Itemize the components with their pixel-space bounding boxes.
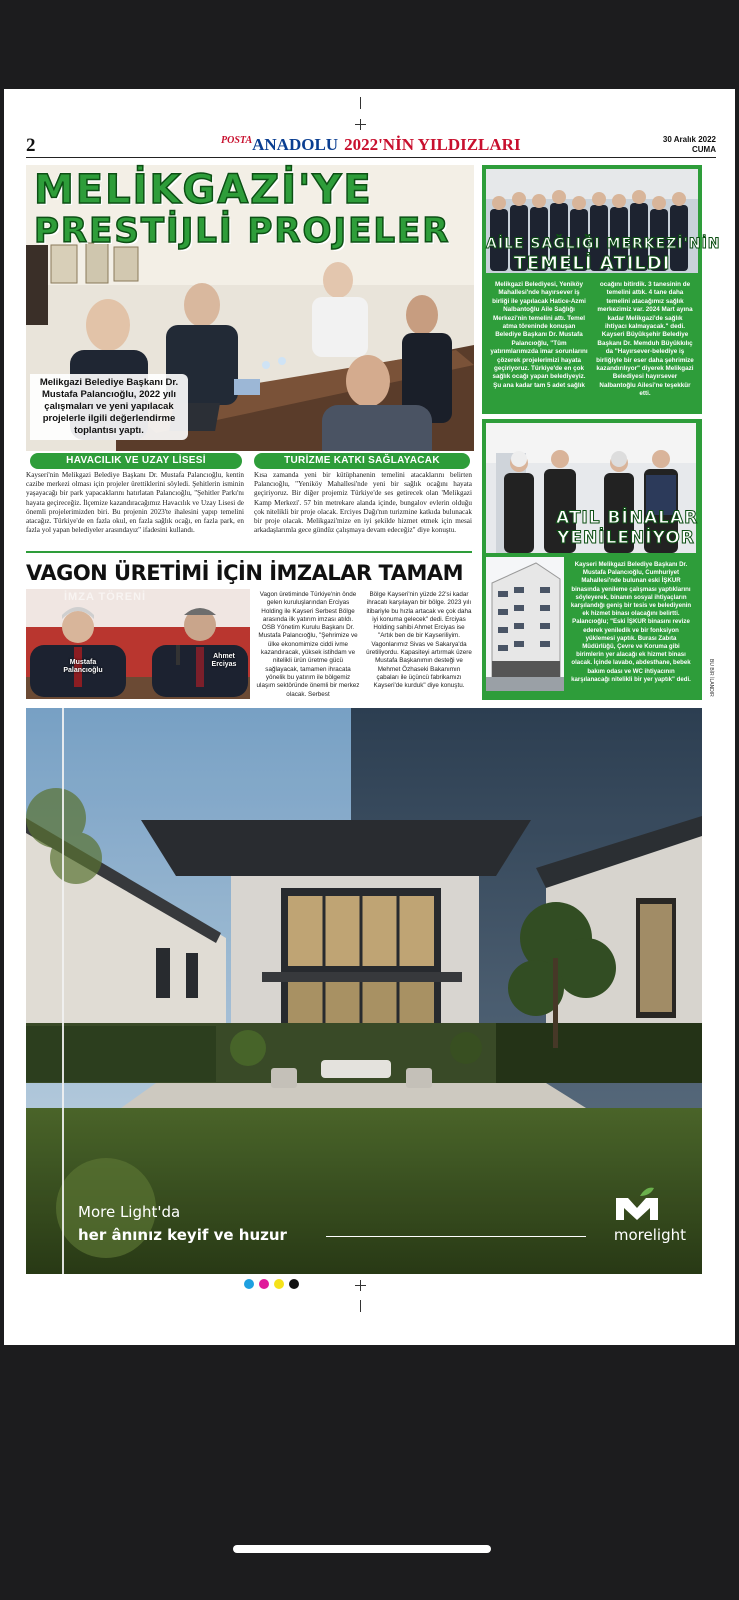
signing-photo-svg [26, 589, 250, 699]
main-headline-1: MELİKGAZİ'YE [34, 167, 373, 213]
page-number: 2 [26, 135, 36, 156]
advertisement[interactable] [26, 708, 702, 1274]
aile-sagligi-text-right: ocağını bitirdik. 3 tanesinin de temelini attık. 4 tane daha temelini atacağımız sağlık merkezimiz var. 2024 Mart ayına kadar Melikgazi'de sağlık ihtiyacı kalmayacak." dedi. Kayseri Büyükşehir Belediye Başkanı Dr. Memduh Büyükkılıç da "Hayırsever-belediye iş birliğiyle bir eser daha şehrimize kazandırılıyor" diyerek Melikgazi Belediyesi hayırsever Nalbantoğlu Ailesi'ne teşekkür etti. [592, 275, 698, 405]
newspaper-page [4, 89, 735, 1345]
brand-posta: POSTA [221, 135, 253, 146]
section-title: 2022'NİN YILDIZLARI [344, 135, 521, 154]
masthead [221, 135, 521, 155]
name-last: Erciyas [211, 661, 237, 668]
signing-photo [26, 589, 250, 699]
cyan-dot [244, 1279, 254, 1289]
brand-anadolu: ANADOLU [252, 135, 339, 154]
atil-binalar-title-2: YENİLENİYOR [557, 528, 695, 548]
name-tag-palancioglu [52, 659, 114, 675]
main-body-left: Kayseri'nin Melikgazi Belediye Başkanı Dr. Mustafa Palancıoğlu, kentin cazibe merkezi olması için projeler ürettiklerini söyledi. Şehitlerin isminin yaşayacağı bir park yapacaklarını hatırlatan Palancıoğlu, "Şehitler Parkı'nı hayata geçireceğiz. İlçemize kazandıracağımız Havacılık ve Uzay Lisesi de önemli projelerimizden biri. Bu projenin 2023'te ihalesini yapıp temelini atacağız. Türkiye'de en fazla okul, en fazla sağlık ocağı, en fazla park, en fazla yol yapan belediyeler arasındayız" ifadesini kullandı. [26, 471, 244, 535]
vagon-col-2: Bölge Kayseri'nin yüzde 22'si kadar ihracatı karşılayan bir bölge. 2023 yılı itibariyle bu hızla artacak ve çok daha iyi konuma gelecek" dedi. Erciyas Holding sahibi Ahmet Erciyas ise "Artık ben de bir Kayseriliyim. Vagonlarımız Sivas ve Sakarya'da üretiliyordu. Kapasiteyi artırmak üzere Mustafa Başkanımın desteği ve Mehmet Özhaseki Bakanımın çabaları ile üçüncü fabrikamızı Kayseri'de kurduk" diye konuştu. [366, 591, 472, 690]
date-text: 30 Aralık 2022 [662, 135, 716, 144]
crop-mark [360, 119, 361, 130]
ad-line-1: More Light'da [78, 1203, 181, 1221]
aile-sagligi-text-left: Melikgazi Belediyesi, Yeniköy Mahallesi'nde hayırsever iş birliği ile yapılacak Hatice-Azmi Nalbantoğlu Aile Sağlığı Merkezi'nin temelini attı. Temel atma töreninde konuşan Belediye Başkanı Dr. Mustafa Palancıoğlu, "Tüm yatırımlarımızda imar sorunlarını çözerek projelerimizi hayata geçiriyoruz. Türkiye'de en çok sağlık ocağı yapan belediyeyiz. Şu ana kadar tam 5 adet sağlık [486, 275, 592, 405]
name-first: Mustafa [69, 659, 97, 666]
crop-mark [360, 97, 361, 109]
name-last: Palancıoğlu [63, 667, 103, 674]
sideways-credit: BU BİR İLANDIR [708, 659, 714, 697]
crop-mark [360, 1280, 361, 1291]
subhead-aviation: HAVACILIK VE UZAY LİSESİ [30, 453, 242, 469]
page-header [26, 135, 716, 158]
vagon-col-1: Vagon üretiminde Türkiye'nin önde gelen kuruluşlarından Erciyas Holding ile Kayseri Serbest Bölge arasında ilk yatırım imzası atıldı. OSB Yönetim Kurulu Başkanı Dr. Mustafa Palancıoğlu, "Şehrimize ve ülke ekonomimize ciddi ivme kazandıracak, yüksek istihdam ve nitelikli ürün üretme gücü sağlayacak, tamamen ihracata yönelik bu yatırım ile bölgemiz ulaşım sektöründe önemli bir merkez olacak. Serbest [256, 591, 360, 698]
name-first: Ahmet [213, 653, 235, 660]
aile-sagligi-title-2: TEMELİ ATILDI [513, 253, 671, 274]
crop-mark [360, 1300, 361, 1312]
home-indicator[interactable] [233, 1545, 491, 1553]
ad-line-2: her ânınız keyif ve huzur [78, 1226, 287, 1244]
main-body-right: Kısa zamanda yeni bir kütüphanenin temelini atacaklarını belirten Palancıoğlu, "Yeniköy Mahallesi'nde yeni bir sağlık ocağını hayata geçiriyoruz. Bir diğer projemiz Türkiye'de ses getirecek olan 'Melikgazi Kamp Merkezi'. 57 bin metrekare alanda içinde, bungalov evlerin olduğu çok nitelikli bir proje olacak. Erciyes Dağı'nın turizmine katkıda bulunacak bir proje olacak. Melikgazi'mize en iyi şekilde hizmet etmek için mesai arkadaşlarımla gece gündüz çalışmaya devam edeceğiz" diye konuştu. [254, 471, 472, 535]
morelight-logo-svg [610, 1186, 664, 1220]
black-dot [289, 1279, 299, 1289]
weekday-text: CUMA [692, 145, 716, 154]
photo-banner: İMZA TÖRENİ [64, 591, 147, 603]
yellow-dot [274, 1279, 284, 1289]
main-headline-2: PRESTİJLİ PROJELER [34, 211, 451, 251]
aile-sagligi-title-1: AİLE SAĞLIĞI MERKEZİ'NİN [486, 236, 721, 252]
issue-date [663, 135, 716, 155]
building-photo-svg [486, 557, 564, 691]
atil-binalar-text: Kayseri Melikgazi Belediye Başkanı Dr. Mustafa Palancıoğlu, Cumhuriyet Mahallesi'nde bulunan eski İŞKUR binasında yenileme çalışması yaptıklarını söyleyerek, binanın sosyal ihtiyaçların karşılandığı geniş bir tesis ve belediyenin ek hizmet binası olacağını belirtti. Palancıoğlu; "Eski İŞKUR binasını revize ederek yeniledik ve bir fonksiyon yüklemesi yaptık. Burası Zabıta Müdürlüğü, Çevre ve Koruma gibi birimlerin yer alacağı ek hizmet binası olacak. İçinde lavabo, abdesthane, bebek bakım odası ve WC ihtiyacının karşılanacağı nitelikli bir yer yaptık" dedi. [566, 559, 696, 693]
building-photo [486, 557, 564, 691]
morelight-logo-icon [610, 1186, 664, 1220]
ad-brand-logo-text: morelight [613, 1226, 686, 1244]
ad-render-svg [26, 708, 702, 1274]
magenta-dot [259, 1279, 269, 1289]
vagon-headline: VAGON ÜRETİMİ İÇİN İMZALAR TAMAM [26, 561, 464, 585]
subhead-tourism: TURİZME KATKI SAĞLAYACAK [254, 453, 470, 469]
atil-binalar-title-1: ATIL BİNALAR [556, 508, 699, 528]
photo-caption: Melikgazi Belediye Başkanı Dr. Mustafa Palancıoğlu, 2022 yılı çalışmaları ve yeni yapılacak projelerle ilgili değerlendirme toplantısı yaptı. [30, 374, 188, 440]
name-tag-erciyas [200, 653, 248, 669]
ad-underline [326, 1236, 586, 1237]
